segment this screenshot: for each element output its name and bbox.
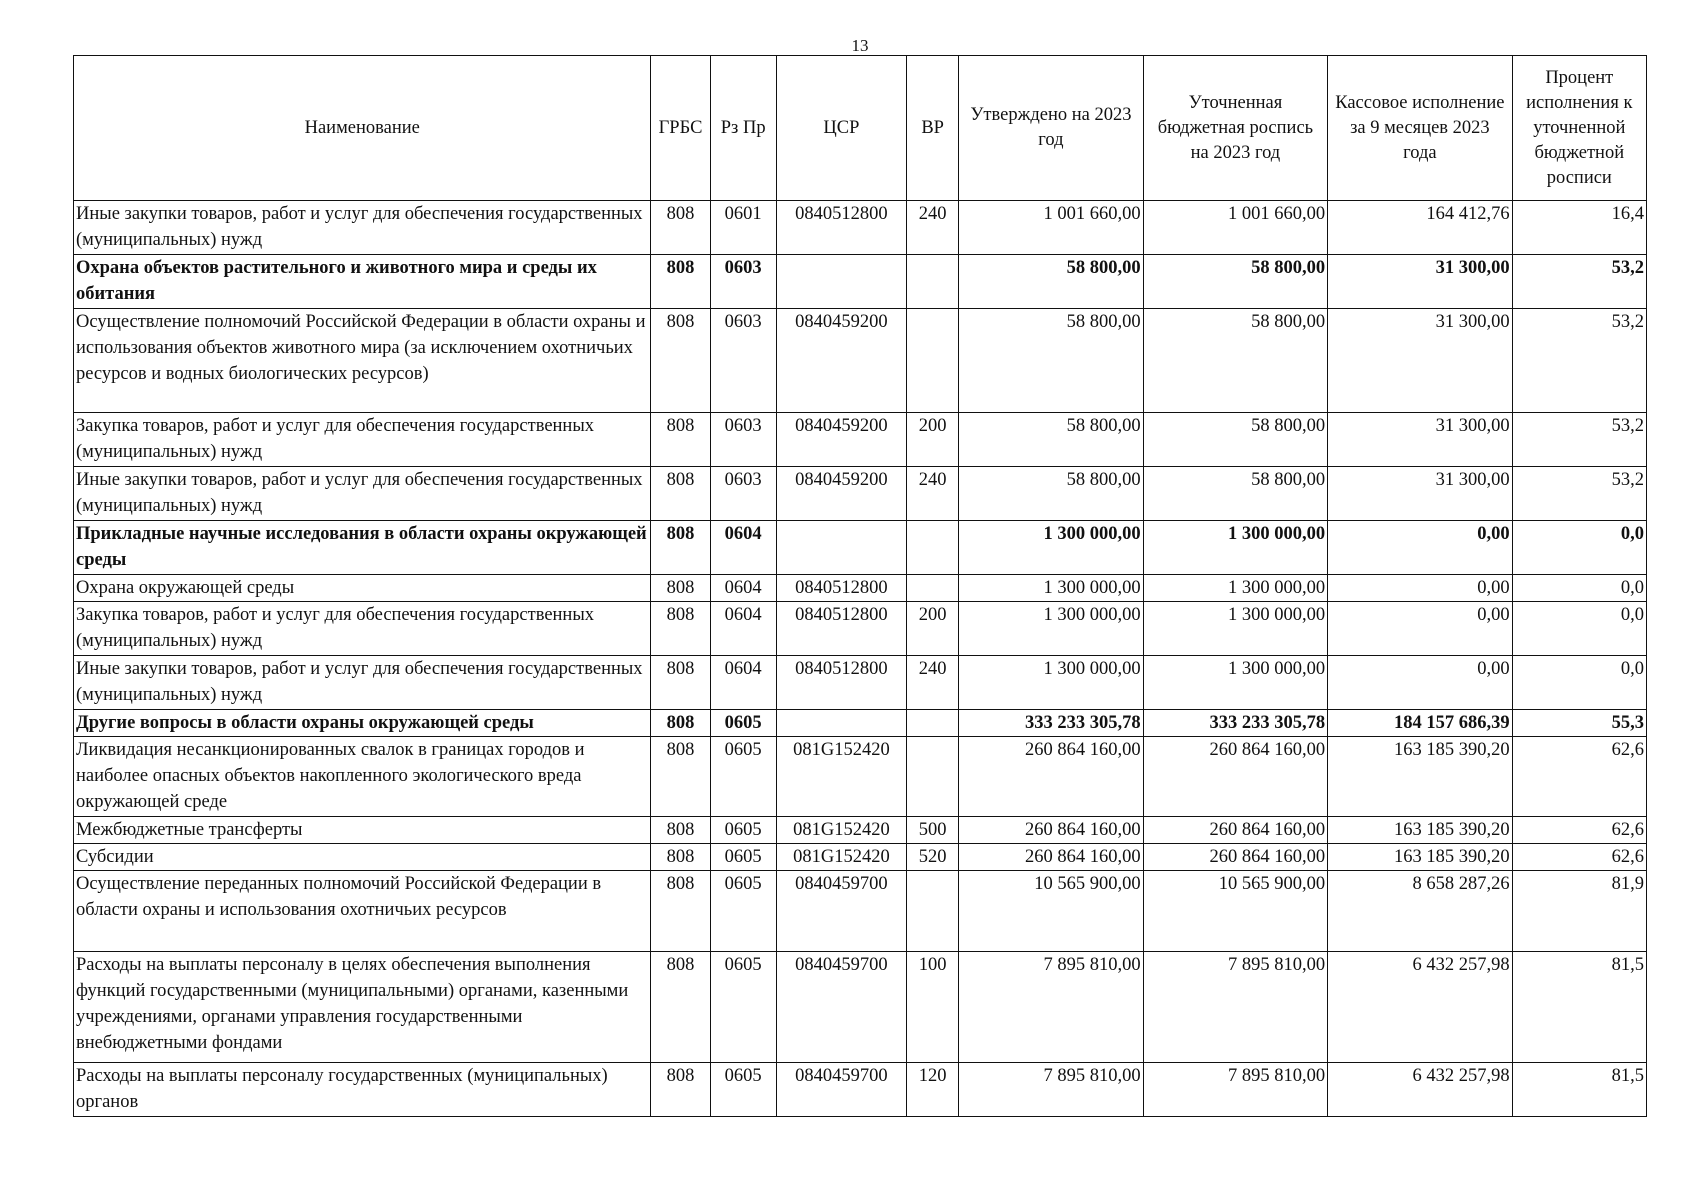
cell-percent: 81,5 (1512, 952, 1646, 1063)
cell-rzpr: 0604 (710, 521, 776, 575)
table-row (74, 952, 1647, 1063)
table-row (74, 710, 1647, 737)
cell-csr: 081G152420 (776, 817, 906, 844)
cell-refined: 58 800,00 (1143, 255, 1327, 309)
cell-vr: 200 (907, 602, 959, 656)
cell-grbs: 808 (651, 952, 710, 1063)
cell-percent: 81,9 (1512, 871, 1646, 952)
cell-grbs: 808 (651, 817, 710, 844)
cell-approved: 58 800,00 (959, 413, 1143, 467)
cell-grbs: 808 (651, 467, 710, 521)
cell-approved: 260 864 160,00 (959, 737, 1143, 817)
header-rzpr: Рз Пр (710, 56, 776, 201)
cell-name: Межбюджетные трансферты (74, 817, 651, 844)
table-row (74, 201, 1647, 255)
cell-grbs: 808 (651, 201, 710, 255)
cell-refined: 7 895 810,00 (1143, 952, 1327, 1063)
page-number: 13 (851, 36, 869, 55)
cell-csr (776, 255, 906, 309)
cell-grbs: 808 (651, 413, 710, 467)
cell-csr: 0840459200 (776, 413, 906, 467)
cell-refined: 1 300 000,00 (1143, 521, 1327, 575)
cell-name: Иные закупки товаров, работ и услуг для обеспечения государственных (муниципальных) нужд (74, 467, 651, 521)
cell-rzpr: 0601 (710, 201, 776, 255)
cell-refined: 260 864 160,00 (1143, 817, 1327, 844)
cell-grbs: 808 (651, 1063, 710, 1117)
cell-cash: 6 432 257,98 (1328, 952, 1512, 1063)
cell-grbs: 808 (651, 602, 710, 656)
cell-percent: 53,2 (1512, 309, 1646, 413)
budget-table (73, 55, 1647, 1117)
cell-rzpr: 0603 (710, 413, 776, 467)
table-row (74, 413, 1647, 467)
header-grbs: ГРБС (651, 56, 710, 201)
cell-vr (907, 737, 959, 817)
cell-approved: 333 233 305,78 (959, 710, 1143, 737)
table-row (74, 737, 1647, 817)
cell-name: Расходы на выплаты персоналу в целях обеспечения выполнения функций государственными (муниципальными) органами, казенными учреждениями, органами управления государственными внебюджетными фондами (74, 952, 651, 1063)
cell-cash: 0,00 (1328, 575, 1512, 602)
cell-vr (907, 255, 959, 309)
cell-vr: 500 (907, 817, 959, 844)
cell-cash: 163 185 390,20 (1328, 844, 1512, 871)
cell-approved: 260 864 160,00 (959, 817, 1143, 844)
cell-cash: 0,00 (1328, 521, 1512, 575)
cell-cash: 0,00 (1328, 656, 1512, 710)
cell-rzpr: 0605 (710, 1063, 776, 1117)
cell-csr: 0840459700 (776, 1063, 906, 1117)
cell-approved: 58 800,00 (959, 255, 1143, 309)
cell-vr (907, 521, 959, 575)
cell-vr (907, 710, 959, 737)
cell-rzpr: 0605 (710, 952, 776, 1063)
cell-vr (907, 575, 959, 602)
cell-rzpr: 0604 (710, 656, 776, 710)
cell-name: Иные закупки товаров, работ и услуг для обеспечения государственных (муниципальных) нужд (74, 656, 651, 710)
cell-csr: 0840459200 (776, 467, 906, 521)
cell-percent: 0,0 (1512, 521, 1646, 575)
cell-cash: 0,00 (1328, 602, 1512, 656)
header-approved: Утверждено на 2023 год (959, 56, 1143, 201)
cell-csr: 0840459700 (776, 871, 906, 952)
cell-csr: 0840512800 (776, 656, 906, 710)
cell-name: Закупка товаров, работ и услуг для обеспечения государственных (муниципальных) нужд (74, 413, 651, 467)
cell-approved: 1 300 000,00 (959, 656, 1143, 710)
cell-name: Расходы на выплаты персоналу государственных (муниципальных) органов (74, 1063, 651, 1117)
cell-cash: 31 300,00 (1328, 309, 1512, 413)
cell-percent: 62,6 (1512, 737, 1646, 817)
cell-refined: 58 800,00 (1143, 467, 1327, 521)
cell-name: Осуществление переданных полномочий Российской Федерации в области охраны и использования охотничьих ресурсов (74, 871, 651, 952)
cell-approved: 260 864 160,00 (959, 844, 1143, 871)
table-row (74, 575, 1647, 602)
cell-approved: 1 300 000,00 (959, 521, 1143, 575)
cell-grbs: 808 (651, 255, 710, 309)
table-body (74, 201, 1647, 1117)
cell-csr (776, 710, 906, 737)
cell-approved: 58 800,00 (959, 309, 1143, 413)
cell-name: Охрана объектов растительного и животного мира и среды их обитания (74, 255, 651, 309)
cell-rzpr: 0605 (710, 844, 776, 871)
cell-refined: 58 800,00 (1143, 309, 1327, 413)
cell-percent: 0,0 (1512, 602, 1646, 656)
cell-vr: 200 (907, 413, 959, 467)
cell-cash: 6 432 257,98 (1328, 1063, 1512, 1117)
cell-csr (776, 521, 906, 575)
cell-name: Другие вопросы в области охраны окружающей среды (74, 710, 651, 737)
cell-percent: 81,5 (1512, 1063, 1646, 1117)
cell-vr: 240 (907, 201, 959, 255)
cell-cash: 163 185 390,20 (1328, 737, 1512, 817)
cell-rzpr: 0605 (710, 710, 776, 737)
cell-rzpr: 0605 (710, 871, 776, 952)
cell-name: Субсидии (74, 844, 651, 871)
table-row (74, 656, 1647, 710)
cell-csr: 0840459200 (776, 309, 906, 413)
table-row (74, 871, 1647, 952)
table-row (74, 467, 1647, 521)
cell-approved: 1 001 660,00 (959, 201, 1143, 255)
cell-name: Осуществление полномочий Российской Федерации в области охраны и использования объектов животного мира (за исключением охотничьих ресурсов и водных биологических ресурсов) (74, 309, 651, 413)
cell-percent: 0,0 (1512, 656, 1646, 710)
cell-vr: 240 (907, 467, 959, 521)
cell-grbs: 808 (651, 710, 710, 737)
cell-name: Закупка товаров, работ и услуг для обеспечения государственных (муниципальных) нужд (74, 602, 651, 656)
cell-grbs: 808 (651, 844, 710, 871)
cell-csr: 081G152420 (776, 737, 906, 817)
cell-csr: 0840512800 (776, 201, 906, 255)
cell-percent: 53,2 (1512, 413, 1646, 467)
cell-refined: 333 233 305,78 (1143, 710, 1327, 737)
header-percent: Процент исполнения к уточненной бюджетной росписи (1512, 56, 1646, 201)
cell-refined: 1 300 000,00 (1143, 575, 1327, 602)
cell-csr: 0840512800 (776, 602, 906, 656)
cell-vr: 520 (907, 844, 959, 871)
header-refined: Уточненная бюджетная роспись на 2023 год (1143, 56, 1327, 201)
cell-percent: 16,4 (1512, 201, 1646, 255)
cell-cash: 184 157 686,39 (1328, 710, 1512, 737)
cell-rzpr: 0605 (710, 817, 776, 844)
table-row (74, 255, 1647, 309)
cell-percent: 53,2 (1512, 255, 1646, 309)
cell-percent: 55,3 (1512, 710, 1646, 737)
cell-name: Ликвидация несанкционированных свалок в границах городов и наиболее опасных объектов накопленного экологического вреда окружающей среде (74, 737, 651, 817)
cell-name: Охрана окружающей среды (74, 575, 651, 602)
table-row (74, 602, 1647, 656)
table-row (74, 1063, 1647, 1117)
cell-cash: 164 412,76 (1328, 201, 1512, 255)
cell-vr: 120 (907, 1063, 959, 1117)
cell-rzpr: 0603 (710, 467, 776, 521)
cell-refined: 1 300 000,00 (1143, 656, 1327, 710)
header-vr: ВР (907, 56, 959, 201)
cell-refined: 58 800,00 (1143, 413, 1327, 467)
cell-vr (907, 871, 959, 952)
cell-approved: 1 300 000,00 (959, 602, 1143, 656)
cell-rzpr: 0604 (710, 602, 776, 656)
cell-rzpr: 0603 (710, 309, 776, 413)
cell-refined: 1 001 660,00 (1143, 201, 1327, 255)
header-csr: ЦСР (776, 56, 906, 201)
cell-approved: 10 565 900,00 (959, 871, 1143, 952)
cell-percent: 53,2 (1512, 467, 1646, 521)
cell-grbs: 808 (651, 737, 710, 817)
cell-percent: 62,6 (1512, 844, 1646, 871)
cell-rzpr: 0603 (710, 255, 776, 309)
cell-name: Иные закупки товаров, работ и услуг для обеспечения государственных (муниципальных) нужд (74, 201, 651, 255)
cell-rzpr: 0605 (710, 737, 776, 817)
cell-vr: 100 (907, 952, 959, 1063)
table-row (74, 521, 1647, 575)
table-row (74, 844, 1647, 871)
cell-cash: 163 185 390,20 (1328, 817, 1512, 844)
table-row (74, 817, 1647, 844)
cell-percent: 62,6 (1512, 817, 1646, 844)
cell-approved: 7 895 810,00 (959, 952, 1143, 1063)
cell-grbs: 808 (651, 871, 710, 952)
cell-csr: 0840459700 (776, 952, 906, 1063)
cell-approved: 58 800,00 (959, 467, 1143, 521)
cell-approved: 1 300 000,00 (959, 575, 1143, 602)
cell-name: Прикладные научные исследования в области охраны окружающей среды (74, 521, 651, 575)
table-row (74, 309, 1647, 413)
cell-refined: 10 565 900,00 (1143, 871, 1327, 952)
cell-vr: 240 (907, 656, 959, 710)
cell-csr: 081G152420 (776, 844, 906, 871)
header-cash: Кассовое исполнение за 9 месяцев 2023 года (1328, 56, 1512, 201)
cell-percent: 0,0 (1512, 575, 1646, 602)
cell-cash: 31 300,00 (1328, 413, 1512, 467)
cell-approved: 7 895 810,00 (959, 1063, 1143, 1117)
cell-cash: 31 300,00 (1328, 255, 1512, 309)
cell-refined: 1 300 000,00 (1143, 602, 1327, 656)
cell-rzpr: 0604 (710, 575, 776, 602)
cell-grbs: 808 (651, 656, 710, 710)
table-header-row (74, 56, 1647, 201)
cell-cash: 8 658 287,26 (1328, 871, 1512, 952)
cell-grbs: 808 (651, 521, 710, 575)
cell-grbs: 808 (651, 575, 710, 602)
cell-csr: 0840512800 (776, 575, 906, 602)
cell-refined: 7 895 810,00 (1143, 1063, 1327, 1117)
cell-cash: 31 300,00 (1328, 467, 1512, 521)
cell-refined: 260 864 160,00 (1143, 737, 1327, 817)
cell-grbs: 808 (651, 309, 710, 413)
cell-vr (907, 309, 959, 413)
cell-refined: 260 864 160,00 (1143, 844, 1327, 871)
header-name: Наименование (74, 56, 651, 201)
